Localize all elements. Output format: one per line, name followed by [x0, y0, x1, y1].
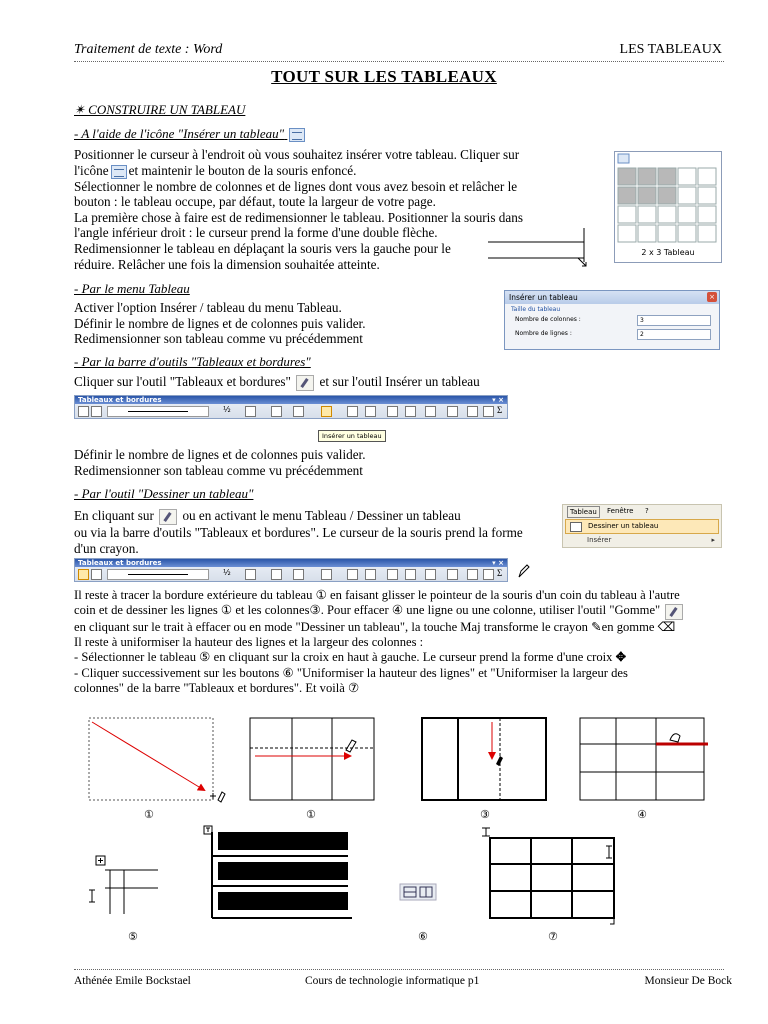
sort-asc-button[interactable] — [467, 569, 478, 580]
grid-popup-drawing — [615, 152, 721, 262]
paragraph-toolbar-method — [74, 447, 494, 478]
grid-cell[interactable] — [618, 168, 636, 185]
grid-cell[interactable] — [678, 206, 696, 223]
menu-draw-table-item[interactable] — [565, 519, 719, 534]
tables-borders-tool-icon — [296, 375, 314, 391]
figure-6-buttons — [400, 884, 436, 900]
menu-draw-table-label: Dessiner un tableau — [588, 522, 659, 530]
p5-line3 — [74, 620, 734, 635]
border-color-button[interactable] — [245, 406, 256, 417]
line-style-select[interactable] — [107, 406, 209, 417]
paragraph-finish — [74, 588, 734, 697]
figure-5-selected-table — [204, 826, 352, 918]
p5-line2-text: coin et de dessiner les lignes ① et les colonnes③. Pour effacer ④ une ligne ou une colonne, utiliser l'outil "Gomme" — [74, 603, 661, 618]
align-button[interactable] — [387, 569, 398, 580]
border-color-button[interactable] — [245, 569, 256, 580]
p5-line5 — [74, 650, 734, 665]
header-right: LES TABLEAUX — [619, 42, 722, 57]
dialog-rows-row — [505, 327, 719, 341]
section-icon-heading-text: - A l'aide de l'icône "Insérer un tableau" — [74, 126, 285, 141]
p5-line5-text: - Sélectionner le tableau ⑤ en cliquant sur la croix en haut à gauche. Le curseur prend la forme d'une croix — [74, 650, 613, 665]
grid-cell[interactable] — [618, 225, 636, 242]
draw-table-button[interactable] — [78, 569, 89, 580]
toolbar-buttons-row — [75, 404, 507, 418]
p1-line2a: l'icône — [74, 162, 109, 178]
dialog-titlebar — [505, 291, 719, 304]
p1-line1: Positionner le curseur à l'endroit où vous souhaitez insérer votre tableau. Cliquer sur — [74, 147, 520, 162]
figure-2-lines — [250, 718, 374, 800]
figure-5-select — [89, 856, 158, 914]
submenu-arrow-icon: ▸ — [711, 536, 715, 544]
line-style-select[interactable] — [107, 569, 209, 580]
figure-3-columns — [422, 718, 546, 800]
paragraph-toolbar-line1 — [74, 374, 554, 391]
menu-bar — [563, 505, 721, 518]
section-menu-heading: - Par le menu Tableau — [74, 281, 190, 296]
toolbar2-close-icon[interactable]: ▾ × — [492, 559, 504, 567]
distribute-rows-button[interactable] — [405, 569, 416, 580]
p4-line3: d'un crayon. — [74, 540, 139, 556]
figure-number-1: ① — [144, 808, 154, 821]
menu-fenetre[interactable]: Fenêtre — [607, 507, 634, 515]
autoformat-button[interactable] — [425, 569, 436, 580]
header-divider — [74, 61, 724, 62]
menu-help[interactable]: ? — [645, 507, 649, 515]
dialog-rows-label: Nombre de lignes : — [515, 330, 572, 337]
p3-line2: Définir le nombre de lignes et de colonnes puis valider. — [74, 447, 366, 462]
grid-cell[interactable] — [658, 206, 676, 223]
figure-number-2: ① — [306, 808, 316, 821]
p1-line2b: et maintenir le bouton de la souris enfoncé. — [128, 162, 357, 178]
merge-cells-button[interactable] — [347, 569, 358, 580]
p1-line6: l'angle inférieur droit : le curseur prend la forme d'une double flèche. — [74, 225, 438, 241]
section-toolbar-heading: - Par la barre d'outils "Tableaux et bordures" — [74, 354, 311, 369]
dialog-rows-input[interactable]: 2 — [637, 329, 711, 340]
eraser-icon: ⌫ — [657, 619, 676, 634]
dialog-cols-input[interactable]: 3 — [637, 315, 711, 326]
grid-cell[interactable] — [698, 187, 716, 204]
p3-line3: Redimensionner son tableau comme vu précédemment — [74, 462, 363, 478]
tables-borders-toolbar — [74, 395, 508, 419]
sort-desc-button[interactable] — [483, 569, 494, 580]
draw-table-menu-icon — [570, 522, 582, 532]
resize-sketch — [488, 228, 593, 270]
grid-cell[interactable] — [698, 225, 716, 242]
figure-number-4: ④ — [637, 808, 647, 821]
p5-line7: colonnes" de la barre "Tableaux et bordures". Et voilà ⑦ — [74, 681, 360, 696]
figure-1-outer-border — [89, 718, 225, 802]
line-style-preview — [128, 574, 188, 575]
p5-line2 — [74, 603, 734, 619]
grid-cell[interactable] — [658, 187, 676, 204]
insert-table-icon — [111, 165, 127, 179]
eraser-button[interactable] — [91, 569, 102, 580]
figure-7-uniform-table — [482, 828, 614, 924]
p5-line4: Il reste à uniformiser la hauteur des lignes et la largeur des colonnes : — [74, 634, 424, 649]
section-draw-heading: - Par l'outil "Dessiner un tableau" — [74, 486, 254, 501]
footer-center: Cours de technologie informatique p1 — [305, 975, 480, 987]
toolbar2-title: Tableaux et bordures — [78, 559, 162, 567]
footer-left: Athénée Emile Bockstael — [74, 975, 191, 987]
eraser-tool-icon — [665, 604, 683, 620]
insert-table-button[interactable] — [321, 406, 332, 417]
grid-cell[interactable] — [638, 187, 656, 204]
text-direction-button[interactable] — [447, 406, 458, 417]
grid-cell[interactable] — [678, 225, 696, 242]
figures-row-2 — [80, 822, 740, 932]
toolbar-title: Tableaux et bordures — [78, 396, 162, 404]
line-weight-select[interactable]: ½ — [223, 568, 231, 577]
split-cells-button[interactable] — [365, 569, 376, 580]
eraser-button[interactable] — [91, 406, 102, 417]
p5-line6: - Cliquer successivement sur les boutons ⑥ "Uniformiser la hauteur des lignes" et "Uniformiser la largeur des — [74, 665, 628, 680]
insert-table-icon — [289, 128, 305, 142]
pencil-cursor-icon — [516, 563, 530, 579]
figure-number-6: ⑥ — [418, 930, 428, 943]
merge-cells-button[interactable] — [347, 406, 358, 417]
footer-divider — [74, 969, 724, 970]
figure-number-7: ⑦ — [548, 930, 558, 943]
grid-cell[interactable] — [658, 168, 676, 185]
p4-line1b: ou en activant le menu Tableau / Dessiner un tableau — [182, 508, 461, 523]
grid-cell[interactable] — [658, 225, 676, 242]
p5-line3b: en gomme — [601, 619, 655, 634]
p2-line3: Redimensionner son tableau comme vu précédemment — [74, 331, 363, 347]
insert-table-dialog — [504, 290, 720, 350]
line-weight-select[interactable]: ½ — [223, 405, 231, 414]
p1-line4: bouton : le tableau occupe, par défaut, toute la largeur de votre page. — [74, 194, 436, 210]
page-title: TOUT SUR LES TABLEAUX — [271, 67, 497, 86]
draw-table-button[interactable] — [78, 406, 89, 417]
toolbar-close-icon[interactable]: ▾ × — [492, 396, 504, 404]
borders-button[interactable] — [271, 569, 282, 580]
toolbar2-titlebar — [75, 559, 507, 567]
p3-line1b: et sur l'outil Insérer un tableau — [319, 374, 480, 389]
p4-line1 — [74, 508, 574, 525]
split-cells-button[interactable] — [365, 406, 376, 417]
toolbar-titlebar — [75, 396, 507, 404]
move-cross-icon: ✥ — [615, 650, 627, 665]
draw-table-tool-icon — [159, 509, 177, 525]
grid-cell[interactable] — [698, 206, 716, 223]
p1-line8: réduire. Relâcher une fois la dimension souhaitée atteinte. — [74, 256, 380, 272]
paragraph-menu-method — [74, 300, 494, 347]
align-button[interactable] — [387, 406, 398, 417]
grid-cell[interactable] — [698, 168, 716, 185]
header-left: Traitement de texte : Word — [74, 42, 223, 57]
autoformat-button[interactable] — [425, 406, 436, 417]
grid-cell[interactable] — [678, 187, 696, 204]
insert-table-button[interactable] — [321, 569, 332, 580]
menu-insert-label: Insérer — [587, 536, 612, 544]
autosum-icon[interactable]: Σ — [497, 405, 503, 415]
borders-button[interactable] — [271, 406, 282, 417]
p1-line2 — [74, 163, 594, 179]
text-direction-button[interactable] — [447, 569, 458, 580]
sort-desc-button[interactable] — [483, 406, 494, 417]
pencil-icon: ✎ — [591, 619, 602, 634]
p5-line3a: en cliquant sur le trait à effacer ou en mode "Dessiner un tableau", la touche Maj transforme le crayon — [74, 619, 588, 634]
paragraph-draw-method — [74, 508, 574, 556]
sort-asc-button[interactable] — [467, 406, 478, 417]
grid-cell[interactable] — [638, 168, 656, 185]
toolbar2-buttons-row — [75, 567, 507, 581]
p1-line5: La première chose à faire est de redimensionner le tableau. Positionner la souris dans — [74, 209, 523, 225]
dialog-close-button[interactable]: × — [707, 292, 717, 302]
grid-cell[interactable] — [678, 168, 696, 185]
p1-line3: Sélectionner le nombre de colonnes et de lignes dont vous avez besoin et relâcher le — [74, 178, 518, 194]
grid-cell[interactable] — [618, 206, 636, 223]
dialog-group-label: Taille du tableau — [511, 306, 561, 313]
dialog-cols-label: Nombre de colonnes : — [515, 316, 581, 323]
insert-table-tooltip: Insérer un tableau — [318, 430, 386, 442]
grid-cell[interactable] — [638, 206, 656, 223]
menu-tableau[interactable]: Tableau — [567, 506, 600, 518]
dialog-cols-row — [505, 313, 719, 327]
p4-line1a: En cliquant sur — [74, 508, 154, 523]
section-icon-heading — [74, 126, 307, 142]
p5-line1: Il reste à tracer la bordure extérieure du tableau ① en faisant glisser le pointeur de la souris d'un coin du tableau à l'autre — [74, 588, 680, 602]
p4-line2: ou via la barre d'outils "Tableaux et bordures". Le curseur de la souris prend la forme — [74, 524, 523, 540]
grid-cell[interactable] — [638, 225, 656, 242]
grid-popup-label: 2 x 3 Tableau — [641, 248, 695, 257]
figure-number-3: ③ — [480, 808, 490, 821]
footer-right: Monsieur De Bock — [644, 975, 732, 987]
distribute-rows-button[interactable] — [405, 406, 416, 417]
figures-row-1 — [80, 712, 740, 822]
p2-line1: Activer l'option Insérer / tableau du menu Tableau. — [74, 300, 342, 315]
p2-line2: Définir le nombre de lignes et de colonnes puis valider. — [74, 315, 366, 331]
tables-borders-toolbar-draw — [74, 558, 508, 582]
insert-table-grid-popup[interactable] — [614, 151, 722, 263]
figure-4-eraser — [580, 718, 708, 800]
figure-number-5: ⑤ — [128, 930, 138, 943]
main-section-heading: ✴ CONSTRUIRE UN TABLEAU — [74, 102, 246, 117]
menu-insert-item[interactable] — [563, 534, 721, 546]
dialog-title: Insérer un tableau — [509, 293, 578, 302]
line-style-preview — [128, 411, 188, 412]
p1-line7: Redimensionner le tableau en déplaçant la souris vers la gauche pour le — [74, 240, 451, 256]
autosum-icon[interactable]: Σ — [497, 568, 503, 578]
p3-line1a: Cliquer sur l'outil "Tableaux et bordures" — [74, 374, 291, 389]
shading-button[interactable] — [293, 569, 304, 580]
grid-cell[interactable] — [618, 187, 636, 204]
table-menu-screenshot — [562, 504, 722, 548]
shading-button[interactable] — [293, 406, 304, 417]
